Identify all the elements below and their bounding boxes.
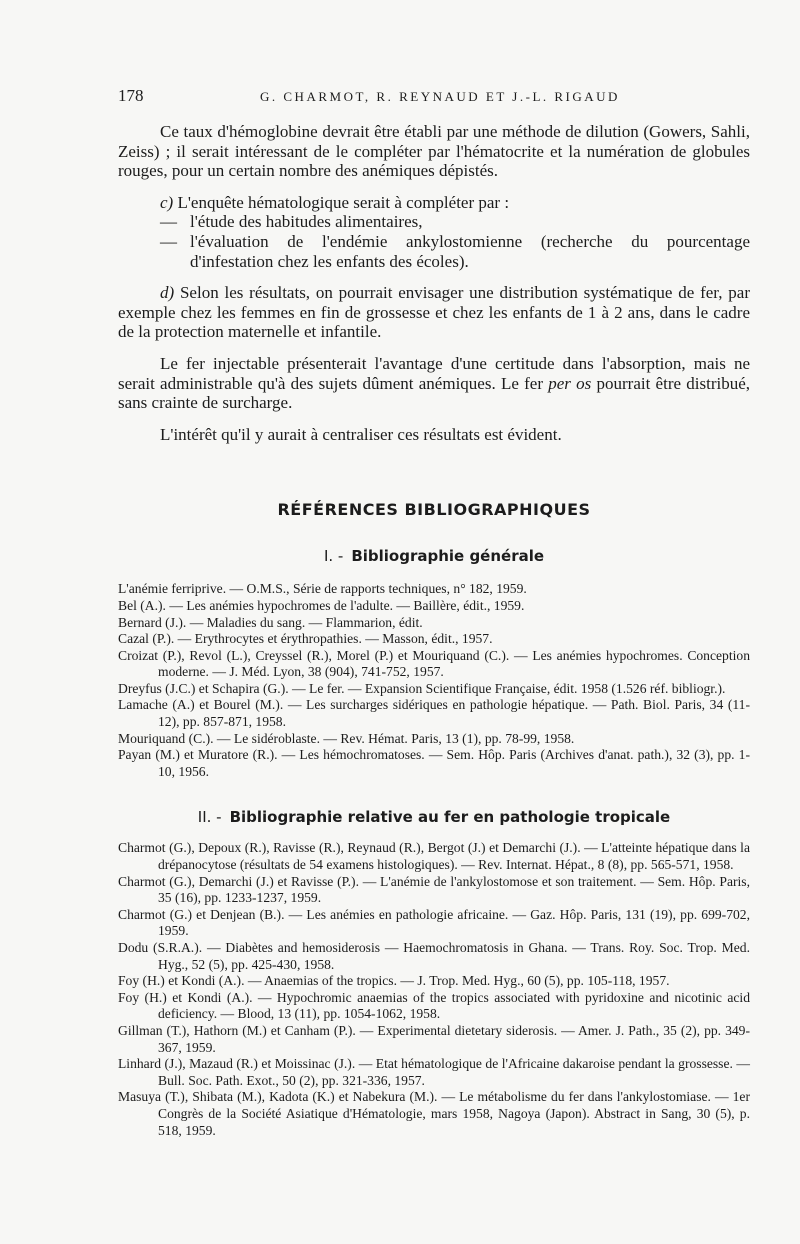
paragraph: d) Selon les résultats, on pourrait envisager une distribution systématique de fer, par exemple chez les femmes en fin de grossesse et chez les enfants de 1 à 2 ans, dans le cadre de la protection maternelle et infantile. bbox=[118, 283, 750, 342]
reference-entry: Mouriquand (C.). — Le sidéroblaste. — Rev. Hémat. Paris, 13 (1), pp. 78-99, 1958. bbox=[118, 730, 575, 746]
reference-entry: Lamache (A.) et Bourel (M.). — Les surcharges sidériques en pathologie hépatique. — Path. Biol. Paris, 34 (11-12), pp. 857-871, 1958. bbox=[118, 697, 750, 730]
section-heading: I. - Bibliographie générale bbox=[323, 547, 545, 566]
page-number: 178 bbox=[118, 86, 144, 105]
reference-list bbox=[118, 581, 750, 780]
reference-entry: Dodu (S.R.A.). — Diabètes and hemosiderosis — Haemochromatosis in Ghana. — Trans. Roy. Soc. Trop. Med. Hyg., 52 (5), pp. 425-430, 1958. bbox=[118, 940, 750, 972]
paragraph: L'intérêt qu'il y aurait à centraliser ces résultats est évident. bbox=[160, 424, 562, 444]
page-header bbox=[118, 86, 750, 112]
reference-entry: Bernard (J.). — Maladies du sang. — Flammarion, édit. bbox=[118, 614, 423, 630]
paragraph-label: d) bbox=[160, 283, 175, 303]
paragraph: c) L'enquête hématologique serait à compléter par : bbox=[160, 192, 510, 212]
references-title: RÉFÉRENCES BIBLIOGRAPHIQUES bbox=[277, 500, 591, 520]
reference-list bbox=[118, 840, 750, 1139]
paragraph: Ce taux d'hémoglobine devrait être établi par une méthode de dilution (Gowers, Sahli, Zeiss) ; il serait intéressant de le compléter par l'hématocrite et la numération de globules rouges, pour un certain nombre des anémiques dépistés. bbox=[118, 122, 750, 181]
reference-entry: Linhard (J.), Mazaud (R.) et Moissinac (J.). — Etat hématologique de l'Africaine dakaroise pendant la grossesse. — Bull. Soc. Path. Exot., 50 (2), pp. 321-336, 1957. bbox=[118, 1056, 750, 1088]
running-title: G. CHARMOT, R. REYNAUD ET J.-L. RIGAUD bbox=[260, 89, 620, 104]
reference-entry: Charmot (G.), Demarchi (J.) et Ravisse (P.). — L'anémie de l'ankylostomose et son traitement. — Sem. Hôp. Paris, 35 (16), pp. 1233-1237, 1959. bbox=[118, 873, 750, 906]
paragraph: Le fer injectable présenterait l'avantage d'une certitude dans l'absorption, mais ne serait administrable qu'à des sujets dûment anémiques. Le fer per os pourrait être distribué, sans crainte de surcharge. bbox=[118, 353, 751, 413]
reference-entry: L'anémie ferriprive. — O.M.S., Série de rapports techniques, n° 182, 1959. bbox=[118, 581, 527, 597]
reference-entry: Cazal (P.). — Erythrocytes et érythropathies. — Masson, édit., 1957. bbox=[118, 631, 493, 647]
reference-entry: Dreyfus (J.C.) et Schapira (G.). — Le fer. — Expansion Scientifique Française, édit. 1958 (1.526 réf. bibliogr.). bbox=[118, 680, 726, 696]
page bbox=[118, 86, 750, 1139]
list-item: — l'évaluation de l'endémie ankylostomienne (recherche du pourcentage d'infestation chez les enfants des écoles). bbox=[118, 232, 750, 271]
reference-entry: Payan (M.) et Muratore (R.). — Les hémochromatoses. — Sem. Hôp. Paris (Archives d'anat. path.), 32 (3), pp. 1-10, 1956. bbox=[118, 747, 750, 779]
reference-entry: Foy (H.) et Kondi (A.). — Hypochromic anaemias of the tropics associated with pyridoxine and nicotinic acid deficiency. — Blood, 13 (11), pp. 1054-1062, 1958. bbox=[118, 989, 750, 1022]
reference-entry: Bel (A.). — Les anémies hypochromes de l'adulte. — Baillère, édit., 1959. bbox=[118, 597, 525, 613]
reference-entry: Charmot (G.), Depoux (R.), Ravisse (R.), Reynaud (R.), Bergot (J.) et Demarchi (J.). — L'atteinte hépatique dans la drépanocytose (résultats de 54 examens histologiques). — Rev. Internat. Hépat., 8 (8), pp. 565-571, 1958. bbox=[118, 840, 750, 873]
section-heading: II. - Bibliographie relative au fer en pathologie tropicale bbox=[197, 808, 671, 827]
reference-entry: Croizat (P.), Revol (L.), Creyssel (R.), Morel (P.) et Mouriquand (C.). — Les anémies hypochromes. Conception moderne. — J. Méd. Lyon, 38 (904), 741-752, 1957. bbox=[118, 647, 750, 680]
reference-entry: Masuya (T.), Shibata (M.), Kadota (K.) et Nabekura (M.). — Le métabolisme du fer dans l'ankylostomiase. — 1er Congrès de la Société Asiatique d'Hématologie, mars 1958, Nagoya (Japon). Abstract in Sang, 30 (5), p. 518, 1959. bbox=[118, 1089, 750, 1138]
list-item: — l'étude des habitudes alimentaires, bbox=[118, 212, 750, 232]
paragraph-label: c) bbox=[160, 192, 174, 212]
body-text bbox=[118, 122, 750, 444]
reference-entry: Charmot (G.) et Denjean (B.). — Les anémies en pathologie africaine. — Gaz. Hôp. Paris, 131 (19), pp. 699-702, 1959. bbox=[118, 906, 750, 939]
reference-entry: Foy (H.) et Kondi (A.). — Anaemias of the tropics. — J. Trop. Med. Hyg., 60 (5), pp. 105-118, 1957. bbox=[118, 973, 670, 989]
reference-entry: Gillman (T.), Hathorn (M.) et Canham (P.). — Experimental dietetary siderosis. — Amer. J. Path., 35 (2), pp. 349-367, 1959. bbox=[118, 1022, 750, 1055]
